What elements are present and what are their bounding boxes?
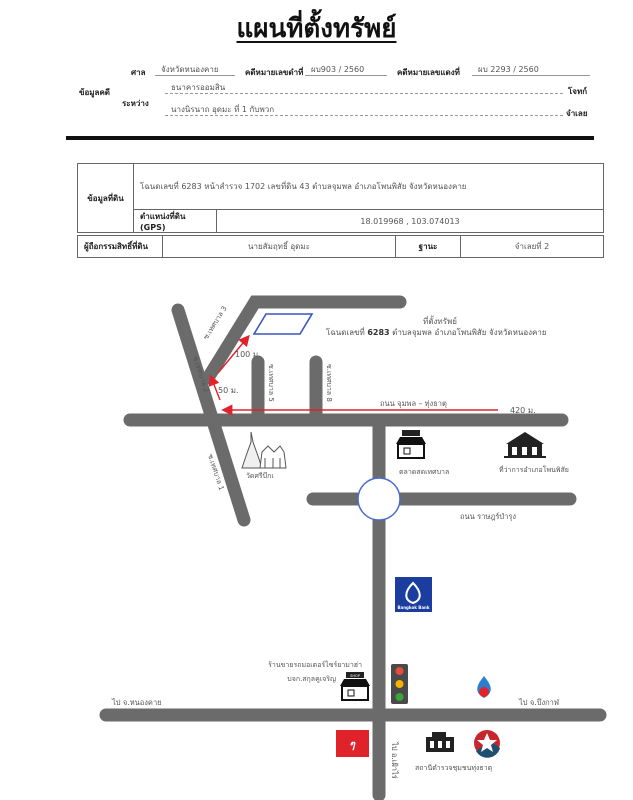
district-office-label: ที่ว่าการอำเภอโพนพิสัย [499,466,569,474]
caltex-gas-station-icon [474,730,500,758]
distance-420: 420 ม. [510,406,536,415]
red-case-label: คดีหมายเลขแดงที่ [397,68,460,77]
case-info [0,0,633,130]
bangkok-bank-logo-icon [395,577,432,612]
road-label-soi5: ซ.เทศบาล 5 [267,364,275,402]
property-desc-prefix: โฉนดเลขที่ [326,328,368,337]
status-label: ฐานะ [396,236,461,258]
page-title-text: แผนที่ตั้งทรัพย์ [236,14,397,44]
market-shop-icon [396,430,426,458]
land-description: โฉนดเลขที่ 6283 หน้าสำรวจ 1702 เลขที่ดิน 43 ตำบลจุมพล อำเภอโพนพิสัย จังหวัดหนองคาย [134,164,604,210]
land-section-label: ข้อมูลที่ดิน [78,164,134,233]
road-label-to-nongkhai: ไป จ.หนองคาย [112,698,162,707]
plaintiff-label: โจทก์ [568,87,588,96]
road-label-soi3: ซ.เทศบาล 3 [201,304,229,342]
property-deed-no: 6283 [367,328,390,337]
black-case-value: ผบ903 / 2560 [305,64,387,76]
between-label: ระหว่าง [122,99,149,108]
bangkok-bank-text: Bangkok Bank [397,605,430,610]
roundabout [358,478,400,520]
police-station-label: สถานีตำรวจชุมชนทุ่งธาตุ [415,764,493,772]
district-office-icon [504,432,546,458]
black-case-label: คดีหมายเลขดำที่ [245,68,304,77]
ptt-gas-station-icon [477,676,491,698]
property-description [326,326,547,337]
owner-label: ผู้ถือกรรมสิทธิ์ที่ดิน [78,236,163,258]
owner-table [77,235,604,258]
gps-label: ตำแหน่งที่ดิน (GPS) [134,210,217,233]
temple-icon [242,432,286,468]
road-label-soi2: ซ.เทศบาล 2 [191,355,211,394]
section-divider [66,136,594,140]
motorcycle-shop-icon [340,672,370,700]
road-label-soi1: ซ.เทศบาล 1 [206,453,226,492]
police-station-icon [426,732,454,752]
court-label: ศาล [131,68,146,77]
roads [106,302,600,795]
traffic-light-icon [391,664,408,704]
road-label-main: ถนน จุมพล – ทุ่งธาตุ [380,399,447,408]
motorcycle-shop-label-1: ร้านขายรถมอเตอร์ไซร์ยามาฮ่า [268,661,362,669]
svg-text:ๆ: ๆ [349,738,355,751]
defendant-value: นางนิรนาถ อุดมะ ที่ 1 กับพวก [165,104,563,116]
nt-red-logo-icon [336,730,369,757]
location-map [0,270,633,800]
plaintiff-value: ธนาคารออมสิน [165,82,563,94]
road-label-soi8: ซ.เทศบาล 8 [325,364,333,402]
red-case-value: ผบ 2293 / 2560 [472,64,590,76]
motorcycle-shop-label-2: บจก.สกุลคูเจริญ [287,675,336,683]
distance-100: 100 ม. [235,350,261,359]
distance-50: 50 ม. [218,386,239,395]
temple-label: วัดศรีบึกเ [246,472,274,480]
property-desc-suffix: ตำบลจุมพล อำเภอโพนพิสัย จังหวัดหนองคาย [389,328,547,337]
market-label: ตลาดสดเทศบาล [399,468,450,476]
case-section-label: ข้อมูลคดี [79,88,110,97]
gps-value: 18.019968 , 103.074013 [217,210,604,233]
defendant-label: จำเลย [566,109,588,118]
road-label-to-buengkan: ไป จ.บึงกาฬ [519,698,559,707]
shop-sign-text: SHOP [350,674,360,678]
land-info-table [77,163,604,233]
road-label-to-sri-chiang-mai: ไป อ.เฝ้าไร่ [390,742,399,779]
road-label-ratchaburana: ถนน ราษฎร์บำรุง [460,512,517,521]
property-plot-outline [254,314,312,334]
owner-value: นายสัมฤทธิ์ อุดมะ [163,236,396,258]
court-value: จังหวัดหนองคาย [155,64,235,76]
property-title: ที่ตั้งทรัพย์ [423,317,457,326]
status-value: จำเลยที่ 2 [461,236,604,258]
